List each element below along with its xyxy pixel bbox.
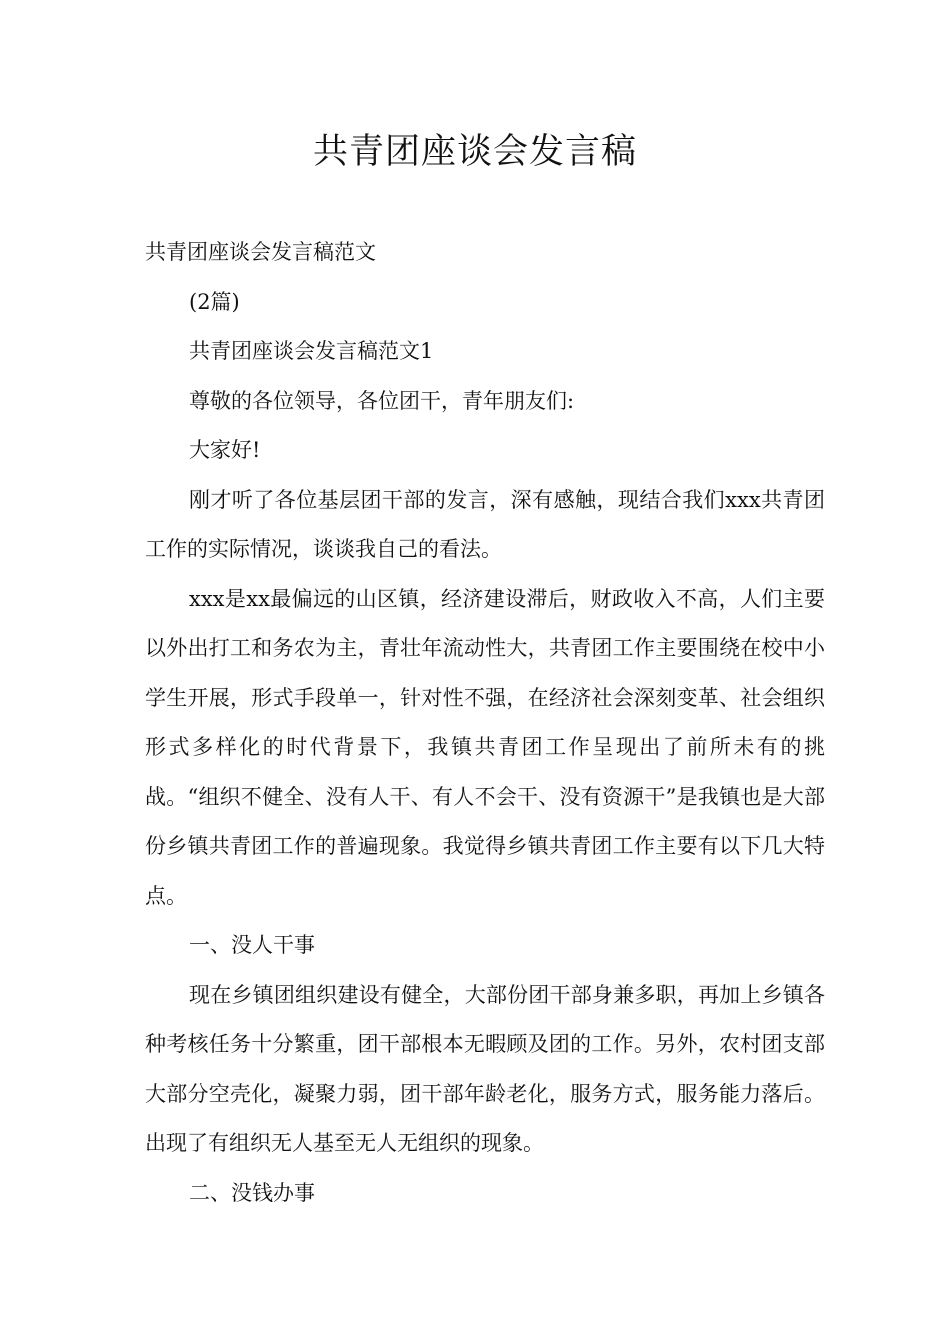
- paragraph-heading: 共青团座谈会发言稿范文1: [189, 339, 434, 363]
- document-body: [145, 228, 825, 1218]
- paragraph-count: (2篇): [189, 289, 240, 314]
- paragraph-greeting: 大家好!: [189, 438, 261, 462]
- paragraph-background: xxx是xx最偏远的山区镇，经济建设滞后，财政收入不高，人们主要以外出打工和务农为主，青壮年流动性大，共青团工作主要围绕在校中小学生开展，形式手段单一，针对性不强，在经济社会深刻变革、社会组织形式多样化的时代背景下，我镇共青团工作呈现出了前所未有的挑战。“组织不健全、没有人干、有人不会干、没有资源干”是我镇也是大部份乡镇共青团工作的普遍现象。我觉得乡镇共青团工作主要有以下几大特点。: [145, 586, 825, 908]
- document-title: 共青团座谈会发言稿: [312, 132, 637, 172]
- section-heading-2: 二、没钱办事: [189, 1180, 315, 1205]
- paragraph-section-1: 现在乡镇团组织建设有健全，大部份团干部身兼多职，再加上乡镇各种考核任务十分繁重，团干部根本无暇顾及团的工作。另外，农村团支部大部分空壳化，凝聚力弱，团干部年龄老化，服务方式，服务能力落后。出现了有组织无人基至无人无组织的现象。: [145, 982, 825, 1155]
- paragraph-subtitle: 共青团座谈会发言稿范文: [145, 240, 376, 264]
- paragraph-salutation: 尊敬的各位领导，各位团干，青年朋友们:: [189, 388, 575, 413]
- paragraph-intro: 刚才听了各位基层团干部的发言，深有感触，现结合我们xxx共青团工作的实际情况，谈谈我自己的看法。: [145, 487, 825, 561]
- section-heading-1: 一、没人干事: [189, 933, 315, 957]
